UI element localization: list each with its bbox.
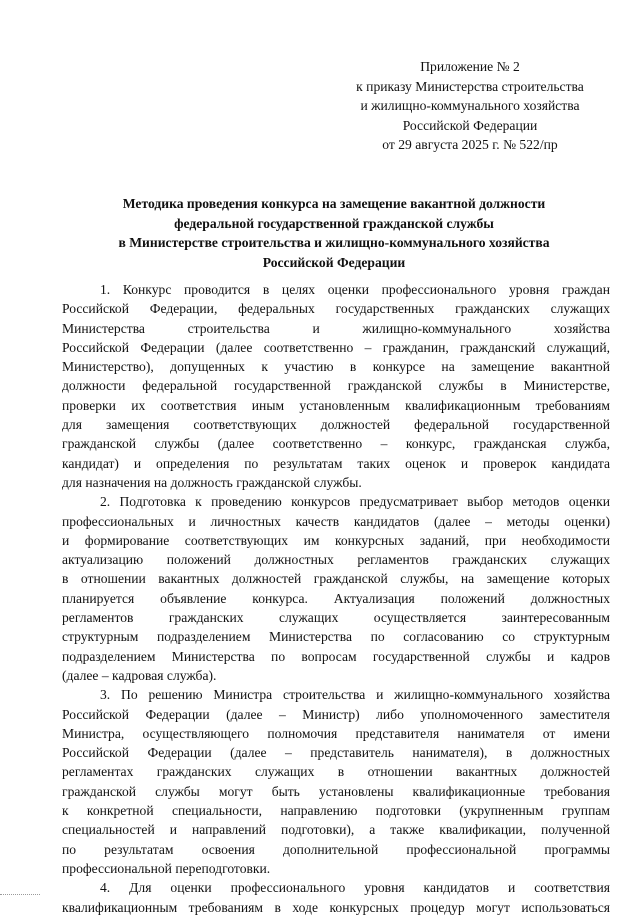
text-line: к конкретной специальности, направлению подготовки (укрупненным группам bbox=[62, 803, 610, 819]
text-line: проверки их соответствия иным установленным квалификационным требованиям bbox=[62, 397, 610, 413]
text-line: (далее – кадровая служба). bbox=[62, 667, 217, 683]
paragraph-4 bbox=[62, 878, 610, 917]
text-line: профессиональной переподготовки. bbox=[62, 860, 271, 876]
text-line: 4. Для оценки профессионального уровня кандидатов и соответствия bbox=[100, 880, 610, 896]
text-line: для назначения на должность гражданской службы. bbox=[62, 474, 362, 490]
appendix-line: от 29 августа 2025 г. № 522/пр bbox=[382, 137, 558, 153]
text-line: гражданской службы могут быть установлены квалификационные требования bbox=[62, 783, 610, 799]
text-line: Российской Федерации (далее – представитель нанимателя), в должностных bbox=[62, 745, 610, 761]
text-line: 2. Подготовка к проведению конкурсов предусматривает выбор методов оценки bbox=[100, 494, 610, 510]
text-line: 1. Конкурс проводится в целях оценки профессионального уровня граждан bbox=[100, 282, 610, 297]
text-line: подразделением Министерства по вопросам государственной службы и кадров bbox=[62, 648, 610, 664]
text-line: кандидат) и определения по результатам таких оценок и проверок кандидата bbox=[62, 455, 610, 471]
paragraph-1 bbox=[62, 280, 610, 492]
text-line: регламентах гражданских служащих в отношении вакантных должностей bbox=[62, 764, 610, 780]
title-line: в Министерстве строительства и жилищно-коммунального хозяйства bbox=[118, 235, 550, 250]
text-line: и формирование соответствующих им конкурсных заданий, при необходимости bbox=[62, 532, 610, 548]
scan-edge-mark bbox=[0, 894, 40, 898]
text-line: квалификационным требованиям в ходе конкурсных процедур могут использоваться bbox=[62, 899, 610, 915]
text-line: Министра, осуществляющего полномочия представителя нанимателя от имени bbox=[62, 725, 610, 741]
text-line: в отношении вакантных должностей гражданской службы, на замещение которых bbox=[62, 571, 610, 587]
text-line: планируется объявление конкурса. Актуализация положений должностных bbox=[62, 590, 610, 606]
paragraph-3 bbox=[62, 685, 610, 878]
title-line: федеральной государственной гражданской службы bbox=[174, 215, 494, 231]
text-line: Министерство), допущенных к участию в конкурсе на замещение вакантной bbox=[62, 359, 610, 375]
appendix-line: и жилищно-коммунального хозяйства bbox=[360, 98, 580, 114]
document-title bbox=[60, 194, 608, 272]
text-line: актуализацию положений должностных регламентов гражданских служащих bbox=[62, 552, 610, 568]
text-line: Министерства строительства и жилищно-коммунального хозяйства bbox=[62, 320, 610, 336]
text-line: 3. По решению Министра строительства и жилищно-коммунального хозяйства bbox=[100, 687, 610, 703]
text-line: должности федеральной государственной гражданской службы в Министерстве, bbox=[62, 378, 610, 394]
appendix-line: к приказу Министерства строительства bbox=[356, 78, 584, 94]
paragraph-2 bbox=[62, 492, 610, 685]
text-line: для замещения соответствующих должностей федеральной государственной bbox=[62, 417, 610, 433]
appendix-line: Приложение № 2 bbox=[420, 59, 520, 74]
appendix-line: Российской Федерации bbox=[402, 117, 538, 133]
text-line: профессиональных и личностных качеств кандидатов (далее – методы оценки) bbox=[62, 513, 610, 529]
title-line: Методика проведения конкурса на замещение вакантной должности bbox=[122, 196, 546, 211]
text-line: Российской Федерации (далее соответственно – гражданин, гражданский служащий, bbox=[62, 339, 610, 355]
appendix-header bbox=[330, 57, 610, 155]
text-line: Российской Федерации, федеральных государственных гражданских служащих bbox=[62, 301, 610, 317]
text-line: по результатам освоения дополнительной профессиональной программы bbox=[62, 841, 610, 857]
text-line: регламентов гражданских служащих осуществляется заинтересованным bbox=[62, 610, 610, 626]
text-line: структурным подразделением Министерства по согласованию со структурным bbox=[62, 629, 610, 645]
text-line: гражданской службы (далее соответственно – конкурс, гражданская служба, bbox=[62, 436, 610, 452]
text-line: специальностей и направлений подготовки), а также квалификации, полученной bbox=[62, 822, 610, 838]
text-line: Российской Федерации (далее – Министр) либо уполномоченного заместителя bbox=[62, 706, 610, 722]
document-body bbox=[62, 280, 610, 917]
title-line: Российской Федерации bbox=[262, 254, 406, 270]
